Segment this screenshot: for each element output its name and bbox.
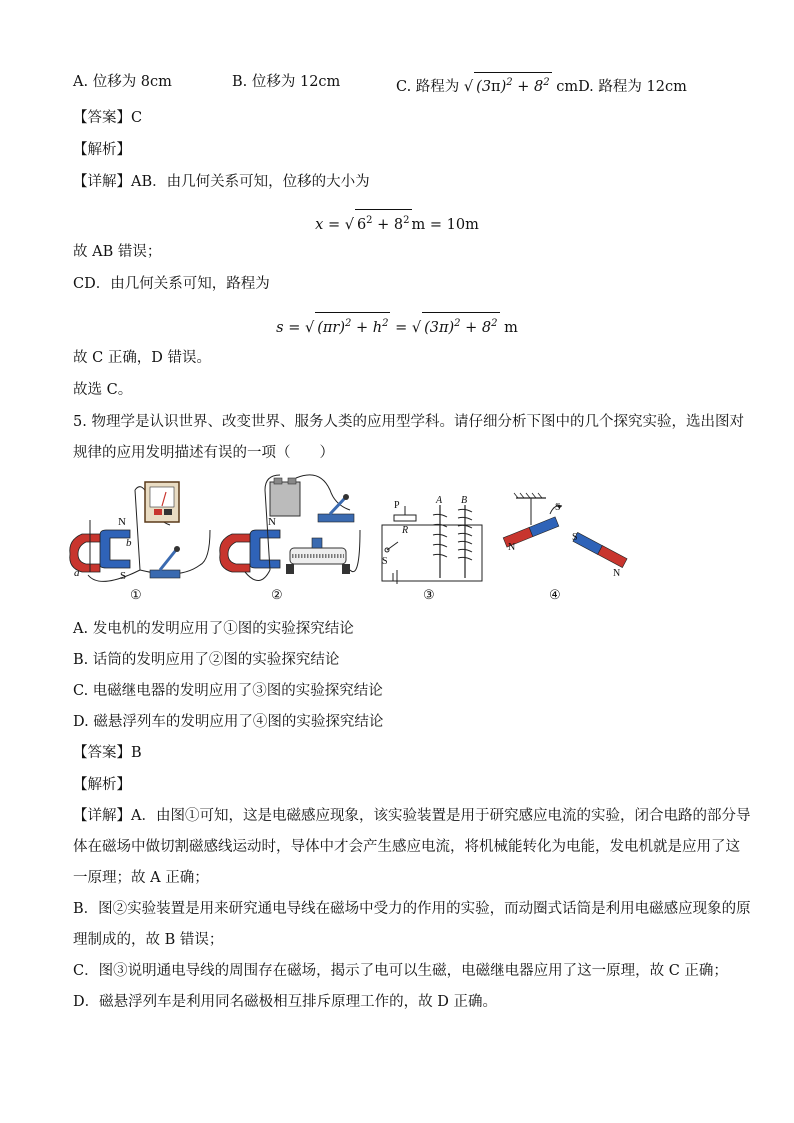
- q5-answer-line: [73, 743, 142, 763]
- detail-cd: CD．由几何关系可知，路程为: [73, 276, 270, 292]
- q5-detail-b-2: 理制成的，故 B 错误；: [73, 932, 224, 948]
- q5-stem-line1: 5. 物理学是认识世界、改变世界、服务人类的应用型学科。请仔细分析下图中的几个探究实验，选出图对: [73, 414, 744, 430]
- fig1-label-b: b: [126, 537, 132, 549]
- q5-option-c: C. 电磁继电器的发明应用了③图的实验探究结论: [73, 683, 383, 699]
- q5-option-d: D. 磁悬浮列车的发明应用了④图的实验探究结论: [73, 714, 384, 730]
- q5-option-a: A. 发电机的发明应用了①图的实验探究结论: [73, 621, 354, 637]
- answer-value: C: [131, 110, 143, 126]
- figure-caption-1: ①: [130, 588, 142, 603]
- q5-analysis-heading: 【解析】: [73, 777, 131, 793]
- option-c-formula: √ $(3\pi)^2 + 8^2$: [464, 79, 552, 95]
- formula-path: s = √ $(\pi r)^2 + h^2$ = √ $(3\pi)^2 + 8^2$ m: [0, 312, 794, 339]
- figure-1-induction: [70, 482, 210, 582]
- fig4-label-n-right: N: [613, 568, 621, 579]
- formula-displacement: x = √ $6^2 + 8^2$ m = 10m: [0, 209, 794, 236]
- option-c-prefix: C. 路程为: [396, 78, 460, 95]
- q5-detail-c: C．图③说明通电导线的周围存在磁场，揭示了电可以生磁，电磁继电器应用了这一原理，故 C 正确；: [73, 963, 728, 979]
- detail-ab: 【详解】AB．由几何关系可知，位移的大小为: [73, 174, 370, 190]
- option-c-d: [396, 72, 687, 97]
- fig1-label-a: a: [74, 567, 80, 579]
- figure-3-electromagnet: [382, 495, 482, 584]
- q5-detail-a-1: 【详解】A．由图①可知，这是电磁感应现象，该实验装置是用于研究感应电流的实验，闭合电路的部分导: [73, 808, 751, 824]
- figure-2-motor: [220, 475, 360, 581]
- analysis-heading: 【解析】: [73, 142, 131, 158]
- experiment-figures: [60, 470, 660, 610]
- cd-conclusion: 故 C 正确，D 错误。: [73, 350, 212, 366]
- fig1-label-s: S: [120, 570, 127, 582]
- fig4-label-s-top: S: [555, 502, 561, 513]
- formula-x-rhs: m = 10m: [411, 216, 479, 233]
- formula-s-lhs: s: [276, 319, 284, 336]
- formula-x-lhs: x: [315, 216, 324, 233]
- ab-conclusion: 故 AB 错误；: [73, 244, 162, 260]
- fig3-label-coil-b: B: [461, 495, 468, 506]
- q5-detail-a-2: 体在磁场中做切割磁感线运动时，导体中才会产生感应电流，将机械能转化为电能，发电机就是应用了这: [73, 839, 740, 855]
- q5-detail-a-3: 一原理；故 A 正确；: [73, 870, 209, 886]
- q5-stem-line2: 规律的应用发明描述有误的一项（ ）: [73, 445, 334, 461]
- choose-line: 故选 C。: [73, 382, 133, 398]
- fig4-label-n-left: N: [508, 542, 516, 553]
- q5-detail-d: D．磁悬浮列车是利用同名磁极相互排斥原理工作的，故 D 正确。: [73, 994, 497, 1010]
- option-c-suffix: cmD. 路程为 12cm: [556, 78, 687, 95]
- figure-4-magnets: [503, 493, 627, 579]
- figure-caption-3: ③: [423, 588, 435, 603]
- option-b: B. 位移为 12cm: [232, 74, 341, 90]
- answer-line: [73, 108, 142, 128]
- fig3-label-coil-a: A: [436, 495, 443, 506]
- answer-label: 【答案】: [73, 110, 131, 126]
- q5-detail-b-1: B．图②实验装置是用来研究通电导线在磁场中受力的作用的实验，而动圈式话筒是利用电磁感应现象的原: [73, 901, 751, 917]
- fig3-label-p: P: [394, 500, 400, 511]
- fig2-label-n: N: [268, 516, 276, 528]
- figure-caption-4: ④: [549, 588, 561, 603]
- formula-s-unit: m: [504, 319, 518, 336]
- q5-answer-value: B: [131, 745, 142, 761]
- option-a: A. 位移为 8cm: [73, 74, 172, 90]
- fig1-label-n: N: [118, 516, 126, 528]
- fig3-label-s: S: [382, 556, 388, 567]
- q5-option-b: B. 话筒的发明应用了②图的实验探究结论: [73, 652, 340, 668]
- q5-answer-label: 【答案】: [73, 745, 131, 761]
- fig3-label-r: R: [402, 525, 409, 536]
- fig4-label-s-right: S: [572, 532, 578, 543]
- figure-caption-2: ②: [271, 588, 283, 603]
